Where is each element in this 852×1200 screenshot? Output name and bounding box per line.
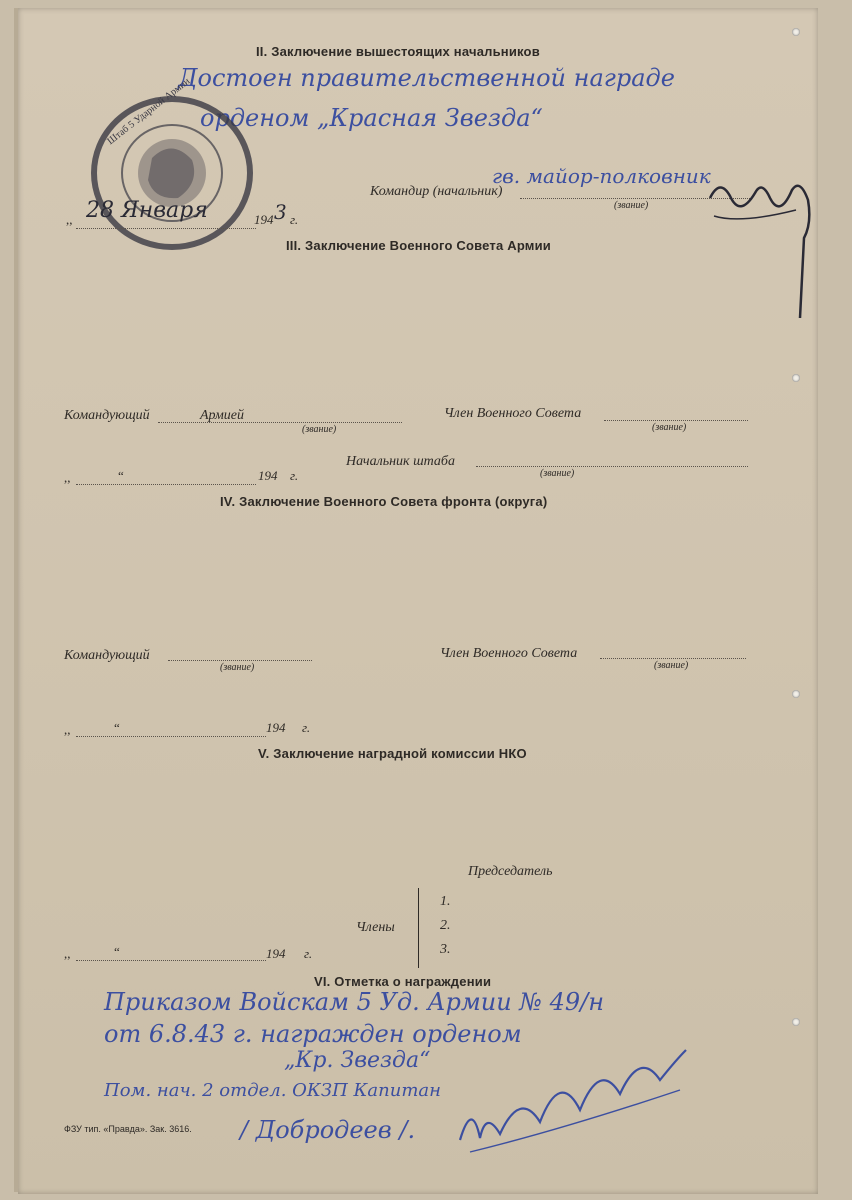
date-quote-close: “ bbox=[118, 468, 124, 483]
member-council-line bbox=[604, 420, 748, 421]
handwritten-date: 28 Января bbox=[86, 198, 208, 223]
member-3: 3. bbox=[440, 942, 451, 957]
year-suffix: г. bbox=[290, 212, 299, 227]
rank-caption: (звание) bbox=[614, 200, 649, 211]
punch-hole bbox=[792, 690, 800, 698]
chief-staff-label: Начальник штаба bbox=[346, 454, 455, 469]
year-prefix: 194 bbox=[266, 946, 286, 961]
commander-army-label: Командующий bbox=[64, 408, 150, 423]
commander-front-label: Командующий bbox=[64, 648, 150, 663]
handwritten-award-line5: / Добродеев /. bbox=[240, 1116, 416, 1144]
punch-hole bbox=[792, 1018, 800, 1026]
commander-label: Командир (начальник) bbox=[370, 184, 503, 199]
award-signature bbox=[450, 1030, 700, 1170]
year-suffix: г. bbox=[290, 468, 299, 483]
member-council-front-line bbox=[600, 658, 746, 659]
member-council-front-label: Член Военного Совета bbox=[440, 646, 578, 661]
handwritten-award-line2: от 6.8.43 г. награжден орденом bbox=[104, 1020, 522, 1048]
section-3-heading: III. Заключение Военного Совета Армии bbox=[286, 238, 552, 253]
section-4-heading: IV. Заключение Военного Совета фронта (округа) bbox=[220, 494, 548, 509]
section-5-heading: V. Заключение наградной комиссии НКО bbox=[258, 746, 527, 761]
date-line bbox=[76, 228, 256, 229]
chairman-label: Председатель bbox=[468, 864, 553, 879]
official-stamp bbox=[82, 88, 262, 258]
date-quote-close: “ bbox=[114, 720, 120, 735]
date-quote-open: ,, bbox=[64, 946, 71, 961]
date-line bbox=[76, 960, 266, 961]
section-6-heading: VI. Отметка о награждении bbox=[314, 974, 492, 989]
member-1: 1. bbox=[440, 894, 451, 909]
handwritten-award-line4: Пом. нач. 2 отдел. ОКЗП Капитан bbox=[104, 1080, 441, 1101]
year-prefix: 194 bbox=[258, 468, 278, 483]
date-quote-open: ,, bbox=[64, 722, 71, 737]
rank-caption-front: (звание) bbox=[220, 662, 255, 673]
date-quote-close: “ bbox=[114, 944, 120, 959]
members-bracket bbox=[418, 888, 429, 968]
stamp-ring-text: Штаб 5 Ударной Армии bbox=[105, 75, 193, 148]
date-quote-open: ,, bbox=[66, 212, 73, 227]
punch-hole bbox=[792, 374, 800, 382]
date-line bbox=[76, 736, 266, 737]
handwritten-award-line3: „Кр. Звезда“ bbox=[284, 1048, 431, 1073]
rank-caption-chief: (звание) bbox=[540, 468, 575, 479]
rank-caption-army: (звание) bbox=[302, 424, 337, 435]
handwritten-recommendation-line2: орденом „Красная Звезда“ bbox=[200, 104, 543, 132]
year-suffix: г. bbox=[302, 720, 311, 735]
print-footer: ФЗУ тип. «Правда». Зак. 3616. bbox=[64, 1124, 192, 1134]
commander-army-line bbox=[158, 422, 402, 423]
rank-caption-member: (звание) bbox=[652, 422, 687, 433]
army-label: Армией bbox=[200, 408, 245, 423]
commander-signature bbox=[700, 168, 830, 328]
members-label: Члены bbox=[356, 920, 395, 935]
commander-front-line bbox=[168, 660, 312, 661]
member-council-label: Член Военного Совета bbox=[444, 406, 582, 421]
section-2-heading: II. Заключение вышестоящих начальников bbox=[256, 44, 540, 59]
date-quote-open: ,, bbox=[64, 470, 71, 485]
year-suffix: г. bbox=[304, 946, 313, 961]
rank-caption-front-member: (звание) bbox=[654, 660, 689, 671]
member-2: 2. bbox=[440, 918, 451, 933]
year-prefix: 194 bbox=[254, 212, 274, 227]
year-prefix: 194 bbox=[266, 720, 286, 735]
handwritten-rank: гв. майор-полковник bbox=[492, 164, 711, 188]
punch-hole bbox=[792, 28, 800, 36]
date-line bbox=[76, 484, 256, 485]
handwritten-recommendation-line1: Достоен правительственной награде bbox=[178, 64, 675, 92]
handwritten-year-digit: 3 bbox=[274, 200, 287, 224]
handwritten-award-line1: Приказом Войскам 5 Уд. Армии № 49/н bbox=[104, 988, 605, 1016]
chief-staff-line bbox=[476, 466, 748, 467]
